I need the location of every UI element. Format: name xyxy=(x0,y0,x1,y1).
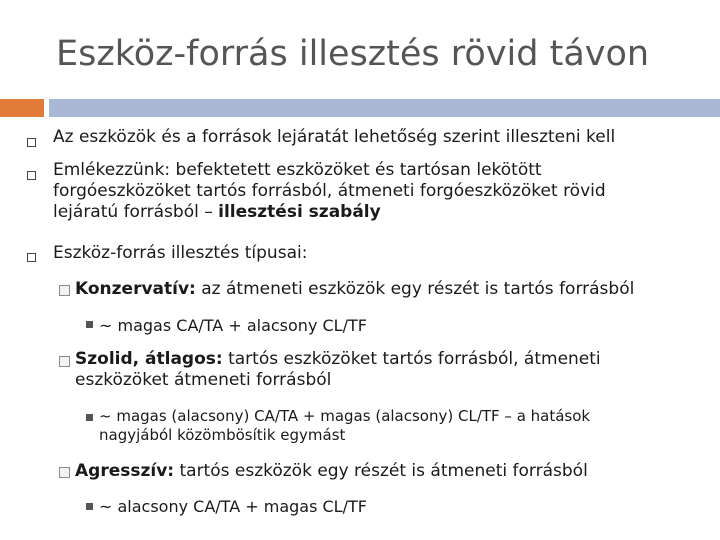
type-line: eszközöket átmeneti forrásból xyxy=(75,370,332,390)
bullet-text-line: Emlékezzünk: befektetett eszközöket és tartósan lekötött xyxy=(53,160,542,180)
type-sub-line: ~ magas (alacsony) CA/TA + magas (alacsony) CL/TF – a hatások xyxy=(99,407,591,425)
checkbox-bullet-icon xyxy=(59,467,70,478)
checkbox-bullet-icon xyxy=(59,285,70,296)
accent-bar xyxy=(0,99,44,117)
type-text: az átmeneti eszközök egy részét is tartós forrásból xyxy=(195,279,635,299)
square-bullet-icon xyxy=(27,138,36,147)
type-text: tartós eszközök egy részét is átmeneti forrásból xyxy=(174,461,588,481)
title-underline-bar xyxy=(49,99,720,117)
type-agressziv xyxy=(75,461,588,482)
text-run: lejáratú forrásból – xyxy=(53,202,219,222)
type-sub-line: nagyjából közömbösítik egymást xyxy=(99,426,346,444)
bullet-text: Az eszközök és a források lejáratát lehetőség szerint illeszteni kell xyxy=(53,127,616,147)
type-szolid xyxy=(75,349,601,391)
square-bullet-icon xyxy=(27,253,36,262)
type-sub-text: ~ alacsony CA/TA + magas CL/TF xyxy=(99,497,367,516)
page-title: Eszköz-forrás illesztés rövid távon xyxy=(56,34,650,74)
checkbox-bullet-icon xyxy=(59,356,70,367)
filled-square-bullet-icon xyxy=(86,503,93,510)
filled-square-bullet-icon xyxy=(86,321,93,328)
bullet-text-line: forgóeszközöket tartós forrásból, átmeneti forgóeszközöket rövid xyxy=(53,181,606,201)
type-text: tartós eszközöket tartós forrásból, átmeneti xyxy=(222,349,601,369)
type-label: Konzervatív: xyxy=(75,279,196,299)
bullet-text-line xyxy=(53,202,606,223)
type-label: Agresszív: xyxy=(75,461,175,481)
bullet-text: Eszköz-forrás illesztés típusai: xyxy=(53,243,308,263)
type-sub-text: ~ magas CA/TA + alacsony CL/TF xyxy=(99,316,367,335)
filled-square-bullet-icon xyxy=(86,414,93,421)
square-bullet-icon xyxy=(27,171,36,180)
type-line xyxy=(75,349,601,370)
type-sub-text xyxy=(99,407,590,445)
type-konzervativ xyxy=(75,279,634,300)
type-label: Szolid, átlagos: xyxy=(75,349,223,369)
emphasis-text: illesztési szabály xyxy=(218,202,381,222)
bullet-text xyxy=(53,160,606,223)
